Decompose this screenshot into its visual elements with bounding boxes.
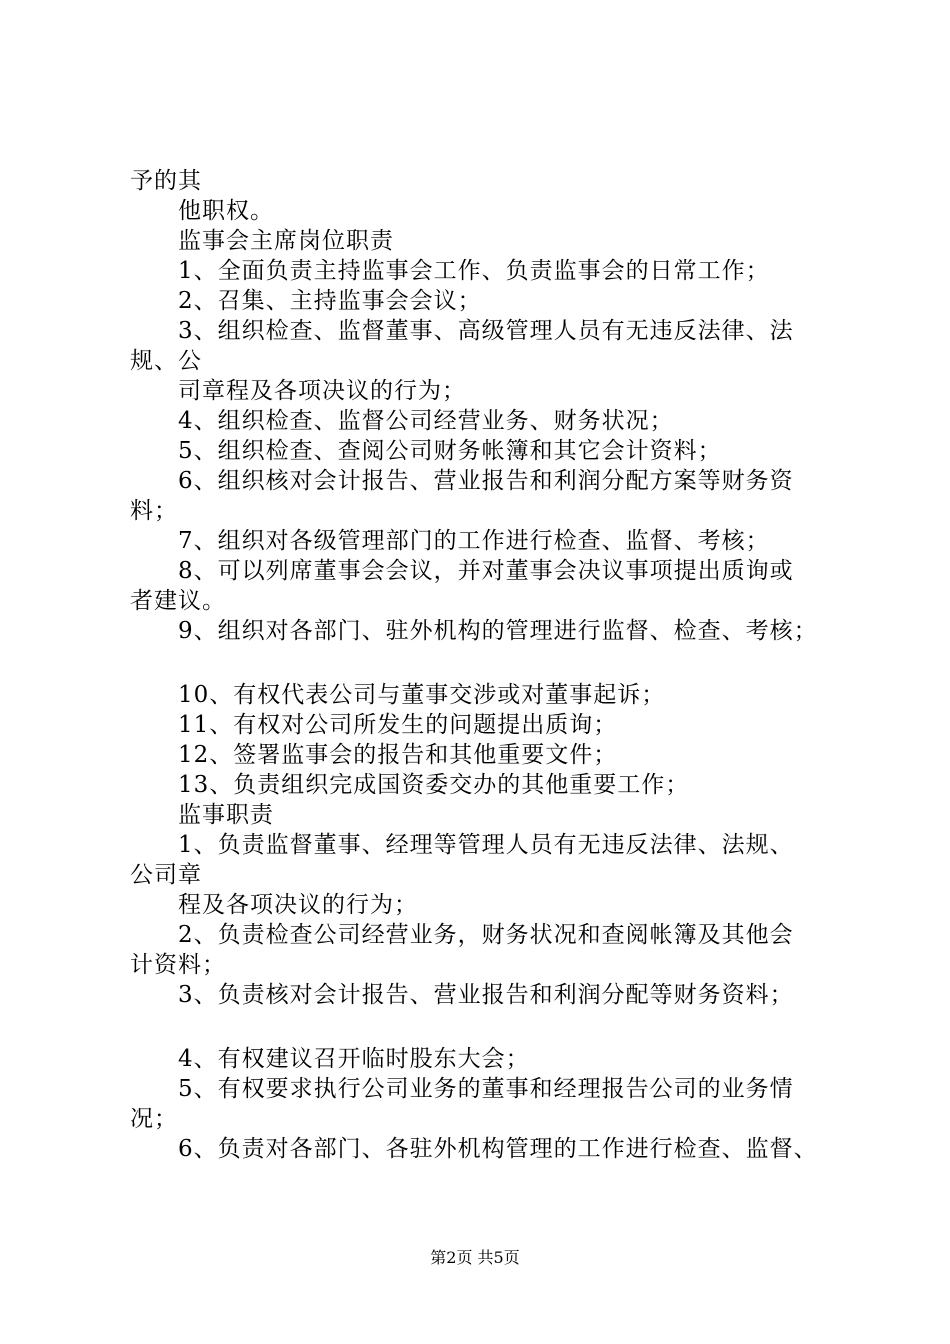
document-body xyxy=(130,166,840,1164)
text-line: 司章程及各项决议的行为； xyxy=(178,378,466,404)
list-item: 4、有权建议召开临时股东大会； xyxy=(178,1046,530,1072)
list-item: 6、组织核对会计报告、营业报告和利润分配方案等财务资 xyxy=(178,468,794,494)
text-line: 规、公 xyxy=(130,348,202,374)
page-footer: 第2页 共5页 xyxy=(430,1248,520,1267)
list-item: 7、组织对各级管理部门的工作进行检查、监督、考核； xyxy=(178,528,770,554)
list-item: 11、有权对公司所发生的问题提出质询； xyxy=(178,712,618,738)
text-line: 者建议。 xyxy=(130,588,226,614)
list-item: 9、组织对各部门、驻外机构的管理进行监督、检查、考核； xyxy=(178,618,818,644)
list-item: 1、负责监督董事、经理等管理人员有无违反法律、法规、 xyxy=(178,832,794,858)
section-heading: 监事职责 xyxy=(178,802,274,828)
blank-line xyxy=(130,646,840,680)
list-item: 1、全面负责主持监事会工作、负责监事会的日常工作； xyxy=(178,258,770,284)
text-line: 计资料； xyxy=(130,952,226,978)
list-item: 3、组织检查、监督董事、高级管理人员有无违反法律、法 xyxy=(178,318,794,344)
list-item: 2、负责检查公司经营业务，财务状况和查阅帐簿及其他会 xyxy=(178,922,794,948)
section-heading: 监事会主席岗位职责 xyxy=(178,228,394,254)
text-line: 公司章 xyxy=(130,862,202,888)
list-item: 8、可以列席董事会会议，并对董事会决议事项提出质询或 xyxy=(178,558,794,584)
list-item: 2、召集、主持监事会会议； xyxy=(178,288,482,314)
text-line: 他职权。 xyxy=(178,198,274,224)
text-line: 料； xyxy=(130,498,178,524)
list-item: 13、负责组织完成国资委交办的其他重要工作； xyxy=(178,772,690,798)
list-item: 3、负责核对会计报告、营业报告和利润分配等财务资料； xyxy=(178,982,794,1008)
list-item: 4、组织检查、监督公司经营业务、财务状况； xyxy=(178,408,674,434)
list-item: 10、有权代表公司与董事交涉或对董事起诉； xyxy=(178,682,666,708)
text-line: 况； xyxy=(130,1106,178,1132)
blank-line xyxy=(130,1010,840,1044)
text-line: 程及各项决议的行为； xyxy=(178,892,418,918)
list-item: 5、有权要求执行公司业务的董事和经理报告公司的业务情 xyxy=(178,1076,794,1102)
list-item: 6、负责对各部门、各驻外机构管理的工作进行检查、监督、 xyxy=(178,1136,818,1162)
list-item: 12、签署监事会的报告和其他重要文件； xyxy=(178,742,618,768)
list-item: 5、组织检查、查阅公司财务帐簿和其它会计资料； xyxy=(178,438,722,464)
text-line: 予的其 xyxy=(130,168,202,194)
